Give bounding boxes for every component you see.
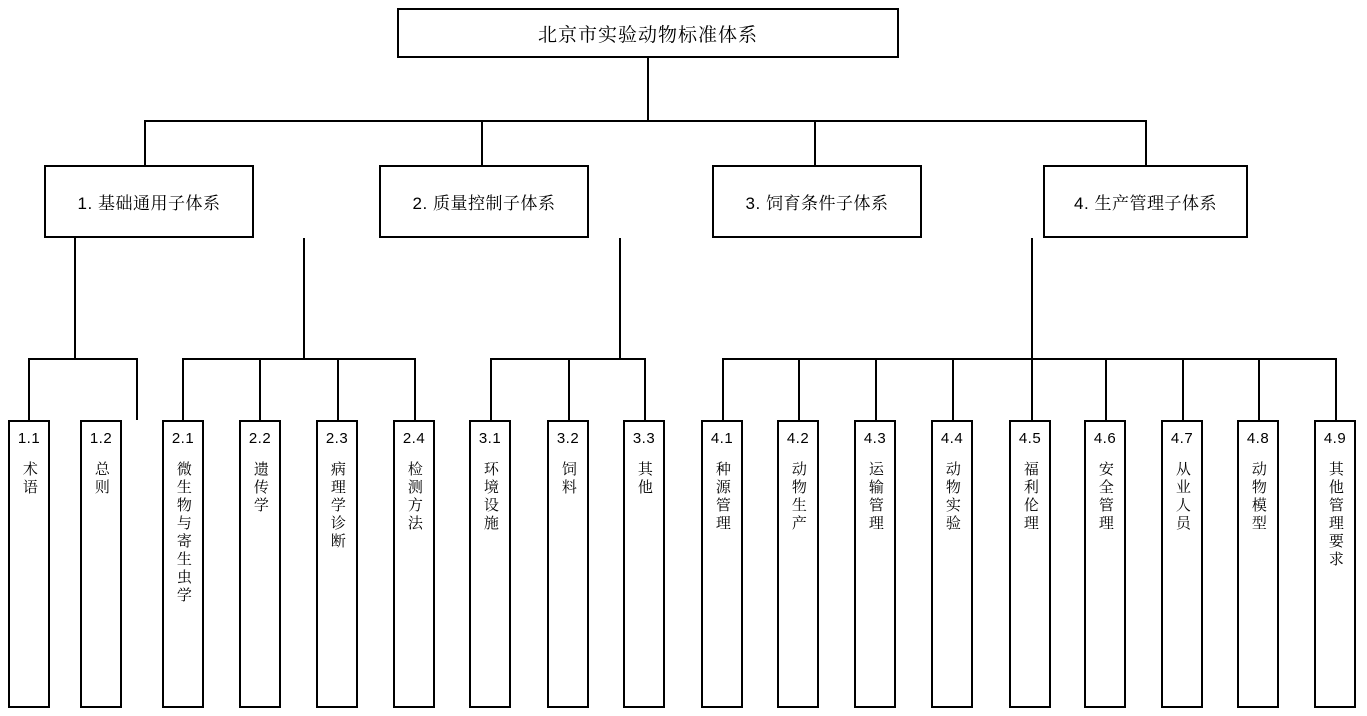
- leaf-node-3-2: [547, 420, 589, 708]
- connector-leaf-1-1: [28, 358, 30, 420]
- leaf-node-4-6-number: 4.6: [1093, 430, 1117, 447]
- leaf-node-4-3: [854, 420, 896, 708]
- leaf-node-4-1-label: 种源管理: [713, 461, 731, 533]
- connector-b3-stem: [619, 238, 621, 360]
- connector-leaf-2-1: [182, 358, 184, 420]
- connector-leaf-3-1: [490, 358, 492, 420]
- leaf-node-4-6-label: 安全管理: [1096, 461, 1114, 533]
- leaf-node-4-3-label: 运输管理: [866, 461, 884, 533]
- leaf-node-4-8: [1237, 420, 1279, 708]
- leaf-node-3-3-label: 其他: [635, 461, 653, 497]
- leaf-node-4-4-number: 4.4: [940, 430, 964, 447]
- branch-node-1-label: 1. 基础通用子体系: [77, 194, 221, 213]
- connector-root-stem: [647, 58, 649, 121]
- leaf-node-1-2-label: 总则: [92, 461, 110, 497]
- leaf-node-4-9-label: 其他管理要求: [1326, 461, 1344, 569]
- connector-leaf-3-2: [568, 358, 570, 420]
- branch-node-4-label: 4. 生产管理子体系: [1074, 194, 1217, 213]
- leaf-node-4-7-number: 4.7: [1170, 430, 1194, 447]
- connector-leaf-2-2: [259, 358, 261, 420]
- leaf-node-4-5-number: 4.5: [1018, 430, 1042, 447]
- leaf-node-1-1-number: 1.1: [17, 430, 41, 447]
- leaf-node-3-2-number: 3.2: [556, 430, 580, 447]
- leaf-node-4-9-number: 4.9: [1323, 430, 1347, 447]
- leaf-node-2-3: [316, 420, 358, 708]
- leaf-node-4-8-label: 动物模型: [1249, 461, 1267, 533]
- leaf-node-2-4-label: 检测方法: [405, 461, 423, 533]
- leaf-node-2-3-number: 2.3: [325, 430, 349, 447]
- connector-branch1-drop: [144, 120, 146, 165]
- leaf-node-4-2: [777, 420, 819, 708]
- connector-leaf-4-2: [798, 358, 800, 420]
- leaf-node-2-3-label: 病理学诊断: [328, 461, 346, 551]
- leaf-node-3-1-number: 3.1: [478, 430, 502, 447]
- connector-leaf-1-2: [136, 358, 138, 420]
- leaf-node-2-4-number: 2.4: [402, 430, 426, 447]
- leaf-node-4-4-label: 动物实验: [943, 461, 961, 533]
- leaf-node-2-1-label: 微生物与寄生虫学: [174, 461, 192, 605]
- connector-root-bus: [144, 120, 1147, 122]
- connector-leaf-4-8: [1258, 358, 1260, 420]
- connector-leaf-4-6: [1105, 358, 1107, 420]
- connector-leaf-4-9: [1335, 358, 1337, 420]
- leaf-node-4-7-label: 从业人员: [1173, 461, 1191, 533]
- connector-leaf-4-3: [875, 358, 877, 420]
- leaf-node-4-4: [931, 420, 973, 708]
- connector-b2-bus: [182, 358, 416, 360]
- leaf-node-1-2-number: 1.2: [89, 430, 113, 447]
- leaf-node-3-3-number: 3.3: [632, 430, 656, 447]
- leaf-node-1-1-label: 术语: [20, 461, 38, 497]
- leaf-node-2-1-number: 2.1: [171, 430, 195, 447]
- leaf-node-4-2-label: 动物生产: [789, 461, 807, 533]
- leaf-node-2-2: [239, 420, 281, 708]
- leaf-node-4-6: [1084, 420, 1126, 708]
- connector-leaf-4-7: [1182, 358, 1184, 420]
- connector-leaf-2-3: [337, 358, 339, 420]
- leaf-node-2-4: [393, 420, 435, 708]
- branch-node-3: [712, 165, 922, 238]
- leaf-node-3-1-label: 环境设施: [481, 461, 499, 533]
- leaf-node-3-3: [623, 420, 665, 708]
- branch-node-2: [379, 165, 589, 238]
- leaf-node-4-5: [1009, 420, 1051, 708]
- leaf-node-4-1: [701, 420, 743, 708]
- connector-b4-stem: [1031, 238, 1033, 360]
- connector-branch4-drop: [1145, 120, 1147, 165]
- leaf-node-1-2: [80, 420, 122, 708]
- connector-leaf-4-1: [722, 358, 724, 420]
- connector-branch3-drop: [814, 120, 816, 165]
- connector-b1-stem: [74, 238, 76, 360]
- connector-leaf-2-4: [414, 358, 416, 420]
- connector-b2-stem: [303, 238, 305, 360]
- branch-node-3-label: 3. 饲育条件子体系: [745, 194, 889, 213]
- leaf-node-1-1: [8, 420, 50, 708]
- branch-node-4: [1043, 165, 1248, 238]
- connector-branch2-drop: [481, 120, 483, 165]
- leaf-node-4-7: [1161, 420, 1203, 708]
- connector-leaf-4-4: [952, 358, 954, 420]
- leaf-node-4-1-number: 4.1: [710, 430, 734, 447]
- leaf-node-4-2-number: 4.2: [786, 430, 810, 447]
- leaf-node-4-5-label: 福利伦理: [1021, 461, 1039, 533]
- root-node-label: 北京市实验动物标准体系: [537, 24, 758, 46]
- leaf-node-4-8-number: 4.8: [1246, 430, 1270, 447]
- connector-b1-bus: [28, 358, 138, 360]
- leaf-node-3-1: [469, 420, 511, 708]
- leaf-node-2-1: [162, 420, 204, 708]
- leaf-node-2-2-label: 遗传学: [251, 461, 269, 515]
- leaf-node-4-9: [1314, 420, 1356, 708]
- leaf-node-3-2-label: 饲料: [559, 461, 577, 497]
- connector-leaf-4-5: [1031, 358, 1033, 420]
- branch-node-1: [44, 165, 254, 238]
- connector-leaf-3-3: [644, 358, 646, 420]
- connector-b4-bus: [722, 358, 1335, 360]
- branch-node-2-label: 2. 质量控制子体系: [412, 194, 556, 213]
- leaf-node-2-2-number: 2.2: [248, 430, 272, 447]
- root-node: [397, 8, 899, 58]
- leaf-node-4-3-number: 4.3: [863, 430, 887, 447]
